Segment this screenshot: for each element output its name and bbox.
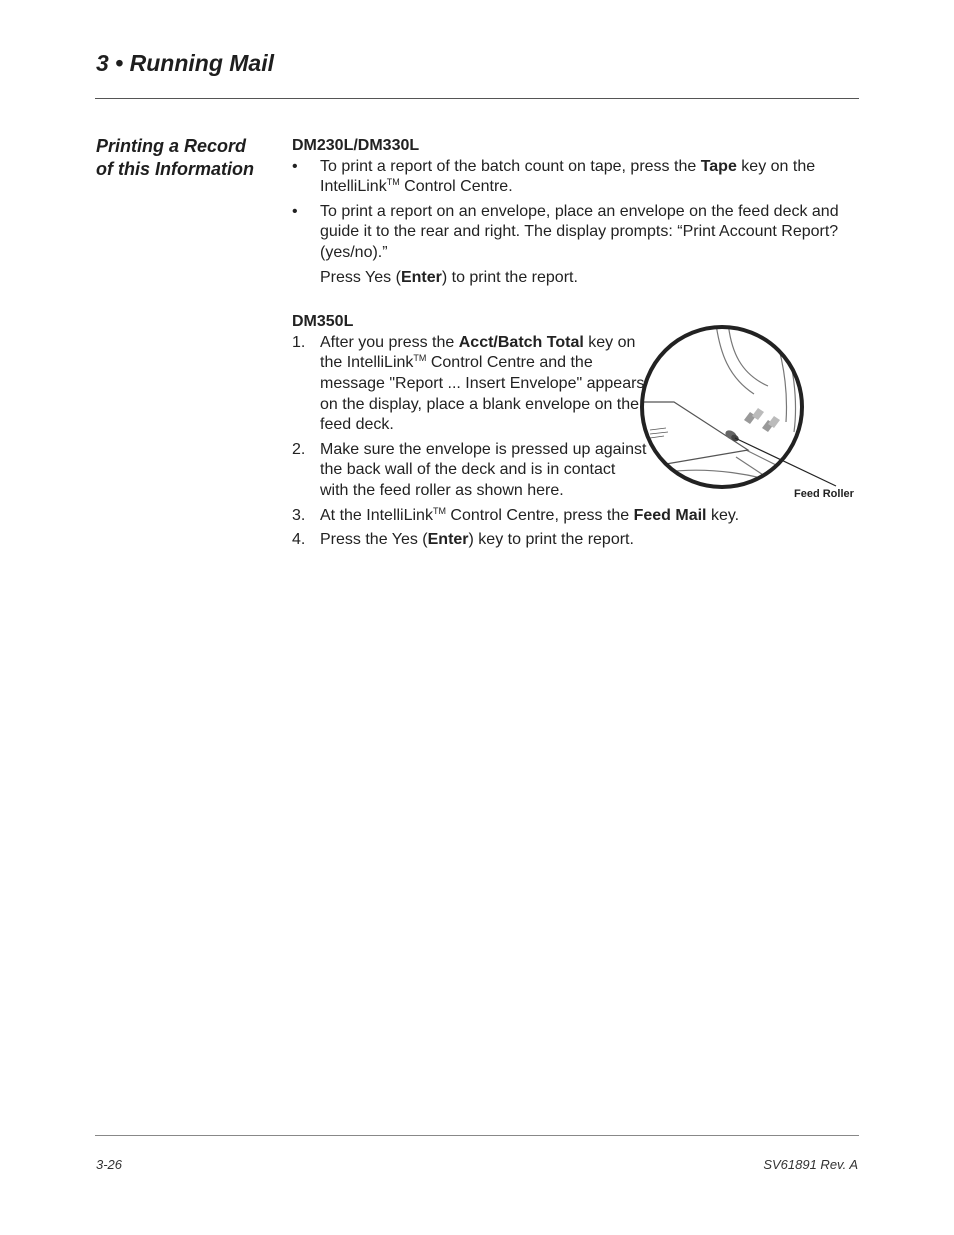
key-name: Acct/Batch Total bbox=[458, 333, 584, 351]
text: Control Centre. bbox=[399, 178, 513, 196]
text: At the IntelliLink bbox=[320, 506, 433, 524]
key-name: Tape bbox=[700, 157, 737, 175]
step-item-1 bbox=[292, 333, 648, 436]
list-item-envelope-report bbox=[292, 202, 858, 264]
chapter-title: 3 • Running Mail bbox=[96, 50, 274, 76]
feed-roller-illustration bbox=[636, 322, 866, 508]
step-number: 3. bbox=[292, 506, 306, 524]
text: Control Centre and the message "Report ... Insert Envelope" appears on the display, place a blank envelope on the feed deck. bbox=[320, 354, 645, 434]
document-id: SV61891 Rev. A bbox=[763, 1157, 858, 1172]
section-side-heading: Printing a Record of this Information bbox=[96, 136, 254, 179]
text: ) to print the report. bbox=[441, 268, 578, 286]
step-number: 4. bbox=[292, 531, 306, 549]
key-name: Enter bbox=[427, 531, 469, 549]
footer-rule bbox=[95, 1135, 859, 1136]
text: Make sure the envelope is pressed up against the back wall of the deck and is in contact with the feed roller as shown here. bbox=[320, 440, 647, 499]
section-title-dm350l: DM350L bbox=[292, 313, 354, 331]
text: Press the Yes ( bbox=[320, 531, 428, 549]
step-item-3 bbox=[292, 506, 858, 527]
header-rule bbox=[95, 98, 859, 99]
page-number: 3-26 bbox=[96, 1157, 123, 1172]
text: key. bbox=[706, 506, 740, 524]
bullet-marker: • bbox=[292, 157, 298, 175]
step-item-2 bbox=[292, 440, 648, 502]
text: ) key to print the report. bbox=[468, 531, 634, 549]
step-number: 2. bbox=[292, 440, 306, 458]
text: After you press the bbox=[320, 333, 459, 351]
text: key on the IntelliLink bbox=[320, 333, 636, 372]
feed-roller-label: Feed Roller bbox=[794, 488, 854, 500]
press-yes-note bbox=[292, 268, 858, 289]
spacer bbox=[292, 288, 858, 312]
trademark-mark: TM bbox=[432, 505, 446, 516]
step-number: 1. bbox=[292, 333, 306, 351]
text: Control Centre, press the bbox=[445, 506, 634, 524]
section-title-dm230l: DM230L/DM330L bbox=[292, 137, 420, 154]
text: key on the IntelliLink bbox=[320, 157, 816, 196]
key-name: Enter bbox=[400, 268, 442, 286]
trademark-mark: TM bbox=[386, 177, 400, 188]
list-item-tape-report bbox=[292, 157, 858, 198]
text: To print a report on an envelope, place an envelope on the feed deck and guide it to the rear and right. The display prompts: “Print Account Report? (yes/no).” bbox=[320, 202, 839, 261]
text: To print a report of the batch count on tape, press the bbox=[320, 157, 701, 175]
trademark-mark: TM bbox=[413, 353, 427, 364]
text: Press Yes ( bbox=[320, 268, 401, 286]
key-name: Feed Mail bbox=[633, 506, 707, 524]
bullet-marker: • bbox=[292, 202, 298, 220]
step-item-4 bbox=[292, 530, 858, 551]
feed-roller-figure bbox=[636, 322, 866, 508]
